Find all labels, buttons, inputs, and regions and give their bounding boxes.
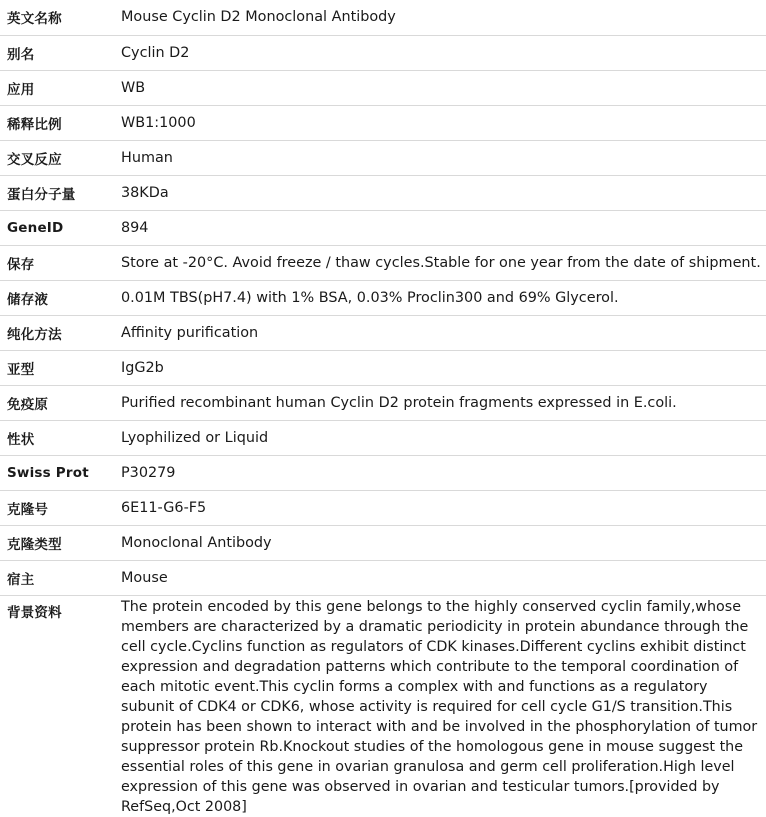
spec-label: GeneID	[0, 210, 113, 245]
spec-label: 纯化方法	[0, 315, 113, 350]
spec-value: 6E11-G6-F5	[113, 490, 766, 525]
spec-value: WB1:1000	[113, 105, 766, 140]
spec-row-isotype	[0, 350, 766, 385]
spec-label: 克隆号	[0, 490, 113, 525]
spec-row-swiss-prot	[0, 455, 766, 490]
spec-label: 应用	[0, 70, 113, 105]
spec-value: P30279	[113, 455, 766, 490]
spec-row-form	[0, 420, 766, 455]
spec-value: Mouse	[113, 560, 766, 595]
spec-row-dilution	[0, 105, 766, 140]
spec-row-application	[0, 70, 766, 105]
spec-row-storage-buffer	[0, 280, 766, 315]
spec-row-background	[0, 595, 766, 817]
spec-label: 保存	[0, 245, 113, 280]
spec-value: IgG2b	[113, 350, 766, 385]
spec-label: 别名	[0, 35, 113, 70]
spec-value: WB	[113, 70, 766, 105]
spec-value: Store at -20°C. Avoid freeze / thaw cycles.Stable for one year from the date of shipment.	[113, 245, 766, 280]
spec-value: The protein encoded by this gene belongs to the highly conserved cyclin family,whose members are characterized by a dramatic periodicity in protein abundance through the cell cycle.Cyclins function as regulators of CDK kinases.Different cyclins exhibit distinct expression and degradation patterns which contribute to the temporal coordination of each mitotic event.This cyclin forms a complex with and functions as a regulatory subunit of CDK4 or CDK6, whose activity is required for cell cycle G1/S transition.This protein has been shown to interact with and be involved in the phosphorylation of tumor suppressor protein Rb.Knockout studies of the homologous gene in mouse suggest the essential roles of this gene in ovarian granulosa and germ cell proliferation.High level expression of this gene was observed in ovarian and testicular tumors.[provided by RefSeq,Oct 2008]	[121, 598, 758, 815]
spec-label: 宿主	[0, 560, 113, 595]
spec-value: Monoclonal Antibody	[113, 525, 766, 560]
spec-value: Cyclin D2	[113, 35, 766, 70]
spec-row-molecular-weight	[0, 175, 766, 210]
spec-row-alias	[0, 35, 766, 70]
spec-value: Purified recombinant human Cyclin D2 protein fragments expressed in E.coli.	[113, 385, 766, 420]
spec-row-host	[0, 560, 766, 595]
spec-value: Lyophilized or Liquid	[113, 420, 766, 455]
spec-label: 储存液	[0, 280, 113, 315]
spec-label: Swiss Prot	[0, 455, 113, 490]
spec-label: 背景资料	[7, 604, 62, 621]
spec-row-clone-id	[0, 490, 766, 525]
spec-label: 免疫原	[0, 385, 113, 420]
spec-label: 亚型	[0, 350, 113, 385]
spec-row-cross-reactivity	[0, 140, 766, 175]
spec-value: Mouse Cyclin D2 Monoclonal Antibody	[113, 0, 766, 35]
spec-row-immunogen	[0, 385, 766, 420]
spec-value: 0.01M TBS(pH7.4) with 1% BSA, 0.03% Proclin300 and 69% Glycerol.	[113, 280, 766, 315]
spec-value: Affinity purification	[113, 315, 766, 350]
spec-label: 交叉反应	[0, 140, 113, 175]
spec-row-storage	[0, 245, 766, 280]
spec-row-purification	[0, 315, 766, 350]
spec-label: 英文名称	[0, 0, 113, 35]
spec-row-gene-id	[0, 210, 766, 245]
spec-label: 克隆类型	[0, 525, 113, 560]
spec-label: 蛋白分子量	[0, 175, 113, 210]
spec-value: 894	[113, 210, 766, 245]
spec-value: Human	[113, 140, 766, 175]
spec-row-english-name	[0, 0, 766, 35]
spec-row-clonality	[0, 525, 766, 560]
spec-label: 稀释比例	[0, 105, 113, 140]
spec-value: 38KDa	[113, 175, 766, 210]
spec-label: 性状	[0, 420, 113, 455]
